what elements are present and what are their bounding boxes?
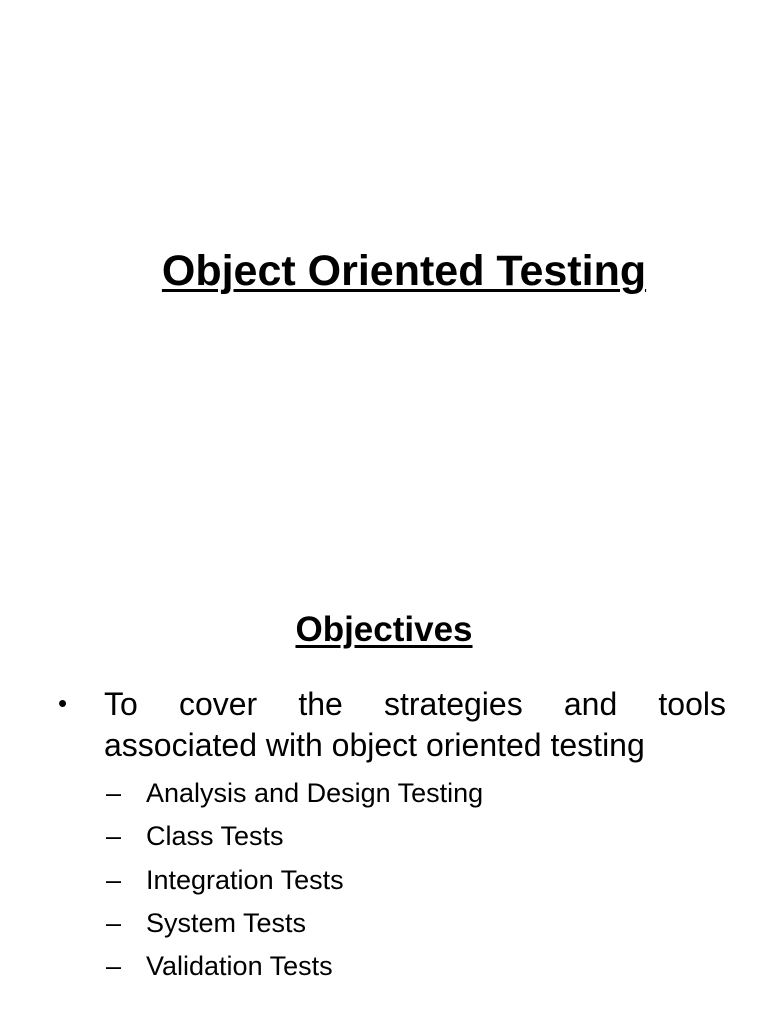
list-item-label: System Tests <box>146 907 307 938</box>
list-item-label: Analysis and Design Testing <box>146 778 484 808</box>
list-item <box>0 863 768 906</box>
objective-bullet <box>0 684 768 992</box>
dash-icon: – <box>106 907 122 938</box>
test-types-list <box>0 776 768 992</box>
objectives-slide <box>0 512 768 1024</box>
slide-title: Object Oriented Testing <box>161 247 647 295</box>
objectives-list <box>0 684 768 992</box>
list-item <box>0 949 768 992</box>
dash-icon: – <box>106 778 122 808</box>
list-item-label: Class Tests <box>146 821 284 852</box>
objectives-heading: Objectives <box>295 610 473 649</box>
dash-icon: – <box>106 821 122 852</box>
dash-icon: – <box>106 951 122 982</box>
list-item-label: Integration Tests <box>146 864 344 895</box>
objective-text: To cover the strategies and tools associated with object oriented testing <box>104 686 726 763</box>
list-item-label: Validation Tests <box>146 951 333 982</box>
list-item <box>0 906 768 949</box>
dash-icon: – <box>106 864 122 895</box>
list-item <box>0 819 768 862</box>
list-item <box>0 776 768 819</box>
bullet-dot-icon: • <box>58 688 68 718</box>
